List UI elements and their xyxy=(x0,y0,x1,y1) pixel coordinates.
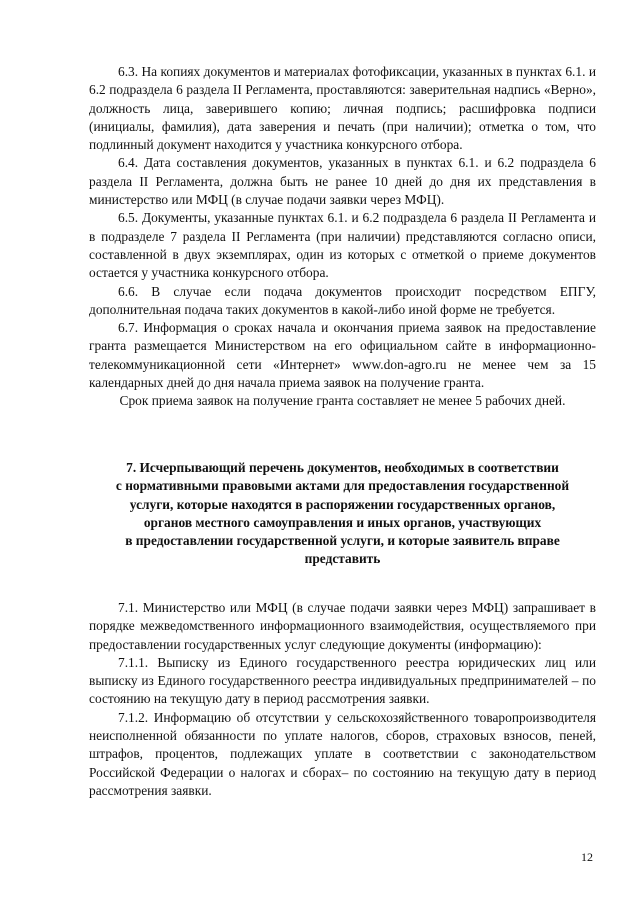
section-7-heading xyxy=(89,459,596,569)
heading-line: в предоставлении государственной услуги, и которые заявитель вправе xyxy=(125,533,560,549)
page-number: 12 xyxy=(581,850,593,864)
heading-line: услуги, которые находятся в распоряжении государственных органов, xyxy=(129,496,556,512)
paragraph-6-4: 6.4. Дата составления документов, указанных в пунктах 6.1. и 6.2 подраздела 6 раздела II Регламента, должна быть не ранее 10 дней до дня их представления в министерство или МФЦ (в случае подачи заявки через МФЦ). xyxy=(89,155,596,208)
paragraph-6-7: 6.7. Информация о сроках начала и окончания приема заявок на предоставление гранта размещается Министерством на его официальном сайте в информационно-телекоммуникационной сети «Интернет» www.don-agro.ru не менее чем за 15 календарных дней до дня начала приема заявок на получение гранта. xyxy=(89,320,596,391)
paragraph-6-6: 6.6. В случае если подача документов происходит посредством ЕПГУ, дополнительная подача таких документов в какой-либо иной форме не требуется. xyxy=(89,283,596,317)
paragraph-7-1: 7.1. Министерство или МФЦ (в случае подачи заявки через МФЦ) запрашивает в порядке межведомственного информационного взаимодействия, осуществляемого при предоставлении государственных услуг следующие документы (информацию): xyxy=(89,600,596,652)
heading-line: органов местного самоуправления и иных органов, участвующих xyxy=(143,514,542,530)
heading-line: представить xyxy=(304,551,381,567)
paragraph-7-1-1: 7.1.1. Выписку из Единого государственного реестра юридических лиц или выписку из Единого государственного реестра индивидуальных предпринимателей – по состоянию на текущую дату в период рассмотрения заявки. xyxy=(89,654,596,707)
paragraph-6-5: 6.5. Документы, указанные пунктах 6.1. и 6.2 подраздела 6 раздела II Регламента и в подразделе 7 раздела II Регламента (при наличии) представляются согласно описи, составленной в двух экземплярах, один из которых с отметкой о приеме документов остается у участника конкурсного отбора. xyxy=(89,210,596,281)
heading-line: 7. Исчерпывающий перечень документов, необходимых в соответствии xyxy=(126,460,559,475)
application-term-line: Срок приема заявок на получение гранта составляет не менее 5 рабочих дней. xyxy=(119,393,566,409)
heading-line: с нормативными правовыми актами для предоставления государственной xyxy=(115,478,570,494)
section-6-body xyxy=(89,63,596,411)
section-7-body xyxy=(89,599,596,800)
paragraph-6-3: 6.3. На копиях документов и материалах фотофиксации, указанных в пунктах 6.1. и 6.2 подраздела 6 раздела II Регламента, проставляются: заверительная надпись «Верно», должность лица, заверившего копию; личная подпись; расшифровка подписи (инициалы, фамилия), дата заверения и печать (при наличии); отметка о том, что подлинный документ находится у участника конкурсного отбора. xyxy=(89,64,596,153)
paragraph-7-1-2: 7.1.2. Информацию об отсутствии у сельскохозяйственного товаропроизводителя неисполненной обязанности по уплате налогов, сборов, страховых взносов, пеней, штрафов, процентов, подлежащих уплате в соответствии с законодательством Российской Федерации о налогах и сборах– по состоянию на текущую дату в период рассмотрения заявки. xyxy=(89,709,596,798)
